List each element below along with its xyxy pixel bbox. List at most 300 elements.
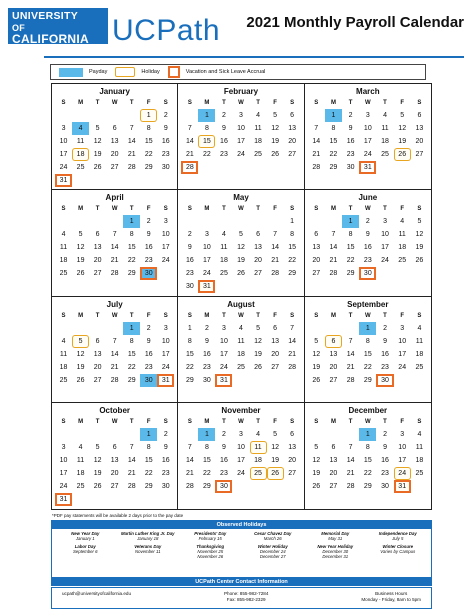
calendar-day: 16 xyxy=(161,138,170,145)
calendar-day: 31 xyxy=(215,374,232,387)
calendar-day: 12 xyxy=(271,443,279,451)
calendar-day: 23 xyxy=(144,257,153,265)
day-of-week-label: M xyxy=(78,206,84,213)
calendar-day: 3 xyxy=(365,112,370,119)
calendar-day: 18 xyxy=(254,456,262,464)
day-of-week-label: T xyxy=(95,100,100,106)
calendar-day: 30 xyxy=(185,283,194,291)
calendar-day: 21 xyxy=(110,363,119,371)
empty-day xyxy=(89,428,106,441)
holiday-date: November 11 xyxy=(135,549,161,554)
calendar-day: 28 xyxy=(185,482,194,490)
day-of-week-label: S xyxy=(187,100,192,106)
day-of-week-label: T xyxy=(348,418,353,425)
day-of-week-label: T xyxy=(222,312,226,319)
calendar-day: 22 xyxy=(288,257,297,265)
calendar-day: 19 xyxy=(237,257,245,265)
contact-title: UCPath Center Contact Information xyxy=(51,578,432,586)
calendar-day: 24 xyxy=(394,467,411,480)
calendar-day: 25 xyxy=(220,270,228,278)
calendar-day: 16 xyxy=(220,456,228,464)
empty-day xyxy=(140,493,157,506)
calendar-day: 19 xyxy=(93,151,102,158)
calendar-day: 8 xyxy=(348,231,353,239)
calendar-day: 24 xyxy=(220,363,228,371)
calendar-day: 11 xyxy=(76,456,85,464)
calendar-day: 17 xyxy=(237,138,245,145)
day-of-week-label: W xyxy=(111,206,118,213)
day-of-week-label: W xyxy=(364,100,371,106)
calendar-day: 22 xyxy=(203,151,211,158)
month-name: August xyxy=(227,299,255,309)
calendar-day: 2 xyxy=(221,112,226,119)
calendar-day: 29 xyxy=(127,376,136,384)
calendar-day: 4 xyxy=(61,231,66,239)
holiday-name: Martin Luther King Jr. Day xyxy=(121,531,175,536)
calendar-day: 17 xyxy=(363,138,372,145)
holiday-name: Memorial Day xyxy=(321,531,350,536)
empty-day xyxy=(250,374,267,387)
calendar-day: 25 xyxy=(76,482,85,490)
empty-day xyxy=(232,480,249,493)
empty-day xyxy=(267,480,284,493)
empty-day xyxy=(72,428,89,441)
calendar-day: 9 xyxy=(221,443,226,451)
calendar-day: 11 xyxy=(59,350,68,358)
vacation-swatch xyxy=(168,66,180,78)
day-of-week-label: T xyxy=(222,206,226,213)
calendar-day: 21 xyxy=(329,257,338,265)
day-of-week-label: W xyxy=(238,100,244,106)
calendar-day: 23 xyxy=(346,151,355,158)
calendar-day: 17 xyxy=(398,350,407,358)
calendar-day: 31 xyxy=(55,174,72,187)
calendar-day: 8 xyxy=(365,337,370,345)
calendar-day: 27 xyxy=(288,151,297,158)
day-of-week-label: T xyxy=(383,418,387,425)
empty-day xyxy=(284,280,301,293)
holiday-name: Labor Day xyxy=(74,544,96,549)
month-name: July xyxy=(106,299,123,309)
calendar-day: 24 xyxy=(363,151,372,158)
calendar-day: 11 xyxy=(250,441,267,454)
logo-line1: UNIVERSITY xyxy=(12,10,79,22)
calendar-day: 4 xyxy=(256,112,260,119)
calendar-day: 9 xyxy=(163,443,168,451)
day-of-week-label: T xyxy=(256,100,260,106)
calendar-day: 31 xyxy=(359,161,376,174)
day-of-week-label: M xyxy=(78,100,84,106)
holiday-entry xyxy=(304,544,367,559)
calendar-day: 30 xyxy=(381,482,389,490)
calendar-day: 3 xyxy=(221,324,226,332)
calendar-day: 3 xyxy=(400,430,405,438)
day-of-week-label: T xyxy=(348,206,353,213)
calendar-day: 6 xyxy=(95,231,100,239)
calendar-day: 20 xyxy=(254,257,262,265)
calendar-day: 21 xyxy=(185,151,194,158)
empty-day xyxy=(181,215,198,228)
calendar-day: 17 xyxy=(59,151,68,158)
calendar-day: 1 xyxy=(123,322,140,335)
empty-day xyxy=(232,374,249,387)
calendar-day: 21 xyxy=(127,469,136,477)
day-of-week-label: M xyxy=(330,418,336,425)
calendar-day: 17 xyxy=(161,244,170,252)
day-of-week-label: F xyxy=(146,312,151,319)
calendar-day: 2 xyxy=(146,218,151,226)
calendar-day: 9 xyxy=(221,125,226,132)
day-of-week-label: F xyxy=(400,312,405,319)
calendar-day: 22 xyxy=(127,257,136,265)
calendar-day: 8 xyxy=(204,443,209,451)
calendar-day: 26 xyxy=(271,151,279,158)
day-of-week-label: S xyxy=(61,312,66,319)
day-of-week-label: M xyxy=(330,100,336,106)
day-of-week-label: T xyxy=(383,312,387,319)
empty-day xyxy=(284,374,301,387)
day-of-week-label: W xyxy=(364,206,371,213)
month-february xyxy=(178,84,304,190)
calendar-day: 17 xyxy=(161,350,170,358)
calendar-day: 17 xyxy=(381,244,389,252)
holiday-date: September 6 xyxy=(72,549,98,554)
calendar-day: 8 xyxy=(129,337,134,345)
calendar-day: 7 xyxy=(129,125,134,132)
day-of-week-label: T xyxy=(129,312,134,319)
calendar-day: 31 xyxy=(55,493,72,506)
calendar-day: 22 xyxy=(144,469,153,477)
calendar-day: 11 xyxy=(398,231,406,239)
calendar-day: 24 xyxy=(161,363,170,371)
calendar-day: 29 xyxy=(127,270,136,278)
holiday-name: Independence Day xyxy=(378,531,417,536)
calendar-day: 26 xyxy=(76,270,85,278)
calendar-day: 7 xyxy=(348,443,353,451)
calendar-day: 13 xyxy=(288,125,297,132)
calendar-day: 10 xyxy=(220,337,228,345)
day-of-week-label: S xyxy=(290,100,295,106)
empty-day xyxy=(106,174,123,187)
empty-day xyxy=(140,174,157,187)
calendar-day: 1 xyxy=(290,218,295,226)
calendar-day: 8 xyxy=(290,231,295,239)
empty-day xyxy=(72,109,89,122)
calendar-day: 15 xyxy=(185,350,194,358)
day-of-week-label: S xyxy=(417,100,422,106)
calendar-day: 1 xyxy=(123,215,140,228)
calendar-day: 20 xyxy=(329,469,338,477)
month-name: June xyxy=(358,193,378,203)
holiday-date: May 31 xyxy=(328,536,343,541)
empty-day xyxy=(394,374,411,387)
calendar-day: 26 xyxy=(312,482,321,490)
calendar-day: 14 xyxy=(110,350,119,358)
day-of-week-label: T xyxy=(383,100,387,106)
calendar-day: 24 xyxy=(203,270,211,278)
holiday-name: Winter Holiday xyxy=(257,544,288,549)
month-name: February xyxy=(223,87,259,96)
calendar-day: 23 xyxy=(144,363,153,371)
calendar-day: 20 xyxy=(329,363,338,371)
calendar-day: 6 xyxy=(314,231,319,239)
calendar-day: 3 xyxy=(204,231,209,239)
calendar-day: 4 xyxy=(256,430,260,438)
day-of-week-label: F xyxy=(146,206,151,213)
calendar-day: 26 xyxy=(237,270,245,278)
month-march xyxy=(305,84,431,190)
calendar-day: 12 xyxy=(93,456,102,464)
holiday-entry xyxy=(242,544,305,559)
holidays-section xyxy=(51,520,432,578)
calendar-day: 17 xyxy=(237,456,245,464)
day-of-week-label: W xyxy=(111,100,118,106)
calendar-day: 29 xyxy=(363,482,372,490)
pdf-note: *PDF pay statements will be available 2 days prior to the pay date xyxy=(52,513,184,518)
calendar-day: 14 xyxy=(346,350,355,358)
calendar-day: 28 xyxy=(346,376,355,384)
calendar-day: 1 xyxy=(342,215,359,228)
calendar-day: 2 xyxy=(348,112,353,119)
calendar-day: 10 xyxy=(59,138,68,145)
calendar-day: 7 xyxy=(112,231,117,239)
calendar-day: 2 xyxy=(163,112,168,119)
calendar-day: 22 xyxy=(329,151,338,158)
calendar-day: 11 xyxy=(254,125,262,132)
calendar-day: 7 xyxy=(331,231,336,239)
calendar-day: 5 xyxy=(273,430,278,438)
day-of-week-label: S xyxy=(61,206,66,213)
calendar-day: 28 xyxy=(181,161,198,174)
month-may xyxy=(178,190,304,296)
empty-day xyxy=(325,322,342,335)
calendar-day: 25 xyxy=(237,363,245,371)
calendar-day: 18 xyxy=(237,350,245,358)
day-of-week-label: F xyxy=(273,206,277,213)
calendar-day: 30 xyxy=(140,267,157,280)
day-of-week-label: W xyxy=(238,206,244,213)
day-of-week-label: F xyxy=(273,100,277,106)
calendar-day: 15 xyxy=(127,244,136,252)
calendar-day: 29 xyxy=(329,164,338,171)
calendar-day: 25 xyxy=(59,376,68,384)
calendar-day: 10 xyxy=(237,443,245,451)
calendar-day: 20 xyxy=(288,138,297,145)
day-of-week-label: S xyxy=(187,418,192,425)
calendar-day: 18 xyxy=(220,257,228,265)
empty-day xyxy=(308,322,325,335)
calendar-day: 15 xyxy=(363,350,372,358)
calendar-day: 3 xyxy=(61,125,66,132)
calendar-day: 20 xyxy=(110,151,119,158)
calendar-day: 12 xyxy=(415,231,424,239)
calendar-day: 8 xyxy=(331,125,336,132)
calendar-day: 27 xyxy=(415,151,424,158)
calendar-day: 7 xyxy=(273,231,278,239)
holiday-name: Thanksgiving xyxy=(196,544,225,549)
calendar-day: 16 xyxy=(144,244,153,252)
calendar-day: 20 xyxy=(271,350,279,358)
calendar-day: 12 xyxy=(237,244,245,252)
day-of-week-label: S xyxy=(163,100,168,106)
empty-day xyxy=(376,161,393,174)
day-of-week-label: S xyxy=(417,418,422,425)
empty-day xyxy=(157,267,174,280)
calendar-day: 22 xyxy=(346,257,355,265)
day-of-week-label: T xyxy=(129,100,134,106)
day-of-week-label: W xyxy=(364,418,371,425)
calendar-day: 14 xyxy=(185,138,194,145)
calendar-day: 1 xyxy=(359,322,376,335)
calendar-day: 6 xyxy=(417,112,422,119)
calendar-day: 30 xyxy=(203,376,211,384)
day-of-week-label: F xyxy=(400,206,405,213)
month-name: December xyxy=(348,405,388,415)
calendar-day: 23 xyxy=(381,363,389,371)
day-of-week-label: S xyxy=(290,312,295,319)
day-of-week-label: T xyxy=(129,418,134,425)
calendar-day: 8 xyxy=(204,125,209,132)
calendar-day: 21 xyxy=(185,469,194,477)
empty-day xyxy=(411,374,428,387)
day-of-week-label: S xyxy=(314,312,319,319)
calendar-day: 18 xyxy=(381,138,389,145)
calendar-day: 24 xyxy=(59,164,68,171)
calendar-day: 7 xyxy=(290,324,295,332)
calendar-day: 27 xyxy=(110,164,119,171)
calendar-day: 4 xyxy=(221,231,226,239)
empty-day xyxy=(411,267,428,280)
calendar-day: 9 xyxy=(146,231,151,239)
month-august xyxy=(178,297,304,403)
empty-day xyxy=(55,322,72,335)
calendar-day: 16 xyxy=(220,138,228,145)
calendar-day: 19 xyxy=(76,363,85,371)
calendar-day: 19 xyxy=(312,363,321,371)
calendar-day: 13 xyxy=(110,456,119,464)
holiday-name: Presidents' Day xyxy=(194,531,227,536)
empty-day xyxy=(250,280,267,293)
calendar-day: 28 xyxy=(127,482,136,490)
day-of-week-label: W xyxy=(238,312,244,319)
calendar-day: 5 xyxy=(95,125,100,132)
calendar-day: 15 xyxy=(144,456,153,464)
calendar-day: 13 xyxy=(271,337,279,345)
calendar-day: 25 xyxy=(381,151,389,158)
calendar-day: 21 xyxy=(346,363,355,371)
calendar-day: 13 xyxy=(93,244,102,252)
empty-day xyxy=(198,215,215,228)
empty-day xyxy=(394,267,411,280)
calendar-day: 10 xyxy=(59,456,68,464)
holidays-title: Observed Holidays xyxy=(52,521,431,529)
calendar-day: 9 xyxy=(383,443,387,451)
day-of-week-label: W xyxy=(364,312,371,319)
brand-name: UCPath xyxy=(112,14,221,47)
day-of-week-label: T xyxy=(348,312,353,319)
day-of-week-label: S xyxy=(61,418,66,425)
holiday-name: New Year Holiday xyxy=(317,544,354,549)
calendar-day: 10 xyxy=(161,337,170,345)
calendar-day: 10 xyxy=(237,125,245,132)
contact-hours: Monday - Friday, 8am to 5pm xyxy=(361,597,421,602)
calendar-day: 16 xyxy=(346,138,355,145)
day-of-week-label: F xyxy=(146,100,151,106)
empty-day xyxy=(55,428,72,441)
calendar-day: 19 xyxy=(76,257,85,265)
holiday-entry xyxy=(304,531,367,541)
empty-day xyxy=(394,161,411,174)
calendar-day: 27 xyxy=(329,482,338,490)
calendar-day: 16 xyxy=(161,456,170,464)
calendar-day: 27 xyxy=(312,270,321,278)
day-of-week-label: T xyxy=(256,312,260,319)
day-of-week-label: T xyxy=(256,206,260,213)
month-name: November xyxy=(221,405,261,415)
calendar-day: 24 xyxy=(381,257,389,265)
calendar-day: 3 xyxy=(383,218,387,226)
calendar-day: 9 xyxy=(146,337,151,345)
calendar-day: 3 xyxy=(239,112,243,119)
empty-day xyxy=(106,215,123,228)
calendar-day: 21 xyxy=(110,257,119,265)
calendar-day: 25 xyxy=(415,363,424,371)
calendar-day: 15 xyxy=(198,135,215,148)
calendar-day: 22 xyxy=(363,363,372,371)
calendar-day: 29 xyxy=(288,270,297,278)
calendar-day: 4 xyxy=(78,443,83,451)
day-of-week-label: T xyxy=(95,312,100,319)
calendar-day: 21 xyxy=(271,257,279,265)
contact-email[interactable]: ucpath@universityofcalifornia.edu xyxy=(62,591,132,596)
calendar-day: 2 xyxy=(163,430,168,438)
empty-day xyxy=(106,428,123,441)
calendar-day: 9 xyxy=(204,337,209,345)
empty-day xyxy=(308,428,325,441)
calendar-day: 12 xyxy=(398,125,407,132)
calendar-day: 30 xyxy=(161,482,170,490)
calendar-day: 22 xyxy=(185,363,194,371)
calendar-day: 1 xyxy=(140,109,157,122)
calendar-day: 11 xyxy=(237,337,245,345)
calendar-day: 28 xyxy=(110,270,119,278)
calendar-day: 28 xyxy=(288,363,297,371)
empty-day xyxy=(89,174,106,187)
day-of-week-label: M xyxy=(78,418,84,425)
calendar-day: 15 xyxy=(127,350,136,358)
calendar-day: 27 xyxy=(254,270,262,278)
calendar-day: 13 xyxy=(329,350,338,358)
calendar-day: 26 xyxy=(312,376,321,384)
calendar-day: 25 xyxy=(59,270,68,278)
calendar-day: 26 xyxy=(76,376,85,384)
calendar-day: 20 xyxy=(110,469,119,477)
calendar-day: 7 xyxy=(187,443,192,451)
calendar-day: 29 xyxy=(144,164,153,171)
logo-of: OF xyxy=(12,23,26,33)
day-of-week-label: S xyxy=(290,418,295,425)
day-of-week-label: T xyxy=(256,418,260,425)
empty-day xyxy=(123,428,140,441)
empty-day xyxy=(267,215,284,228)
calendar-day: 28 xyxy=(110,376,119,384)
calendar-day: 12 xyxy=(93,138,102,145)
contact-section xyxy=(51,587,432,609)
empty-day xyxy=(89,322,106,335)
calendar-day: 24 xyxy=(398,363,407,371)
calendar-day: 19 xyxy=(398,138,407,145)
calendar-day: 27 xyxy=(110,482,119,490)
